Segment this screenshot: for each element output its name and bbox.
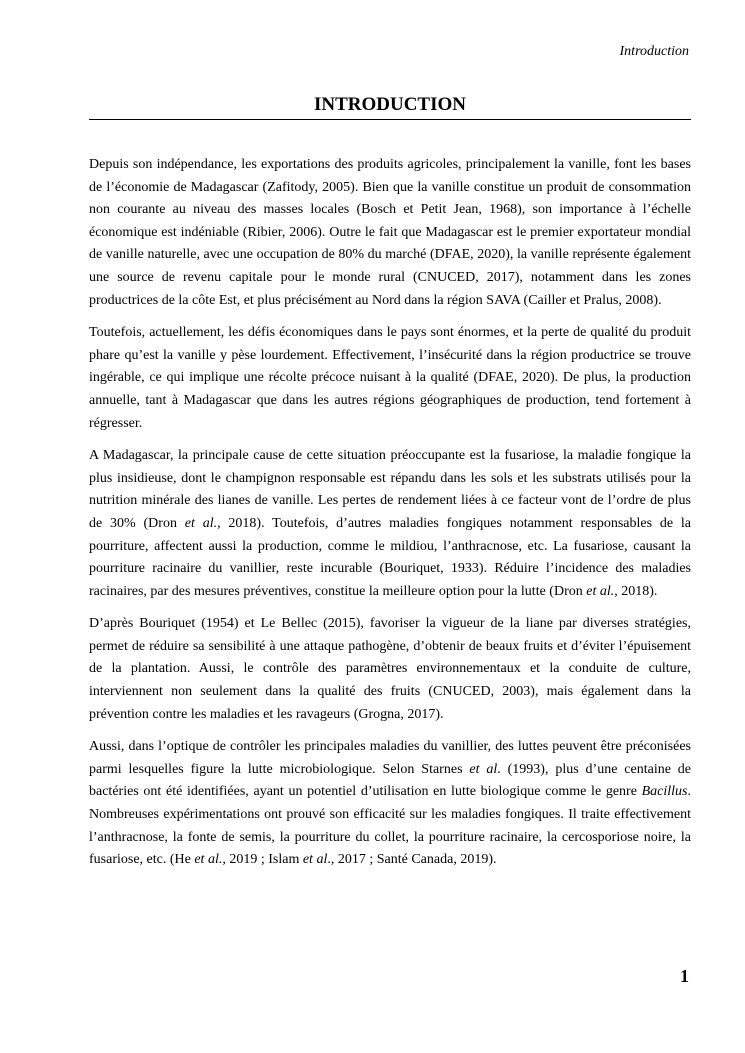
italic-text: et al bbox=[302, 852, 328, 868]
italic-text: et al bbox=[469, 761, 498, 777]
italic-text: et al. bbox=[194, 852, 223, 868]
text-run: , 2019 ; Islam bbox=[222, 852, 303, 868]
paragraph bbox=[89, 736, 691, 872]
text-run: Depuis son indépendance, les exportations des produits agricoles, principalement la vanille, font les bases de l’économie de Madagascar (Zafitody, 2005). Bien que la vanille constitue un produit de consommation non courante au niveau des masses locales (Bosch et Petit Jean, 1968), son importance à l’échelle économique est indéniable (Ribier, 2006). Outre le fait que Madagascar est le premier exportateur mondial de vanille naturelle, avec une occupation de 80% du marché (DFAE, 2020), la vanille représente également une source de revenu capitale pour le monde rural (CNUCED, 2017), notamment dans les zones productrices de la côte Est, et plus précisément au Nord dans la région SAVA (Cailler et Pralus, 2008). bbox=[89, 157, 691, 308]
text-run: A Madagascar, la principale cause de cette situation préoccupante est la fusariose, la maladie fongique la plus insidieuse, dont le champignon responsable est répandu dans les sols et les substrats utilisés pour la nutrition minérale des lianes de vanille. Les pertes de rendement liées à ce facteur vont de l’ordre de plus de 30% (Dron bbox=[89, 448, 691, 531]
paragraph bbox=[89, 322, 691, 435]
text-run: Aussi, dans l’optique de contrôler les principales maladies du vanillier, des luttes peuvent être préconisées parmi lesquelles figure la lutte microbiologique. Selon Starnes bbox=[89, 739, 691, 777]
italic-text: et al. bbox=[184, 515, 218, 531]
text-run: D’après Bouriquet (1954) et Le Bellec (2015), favoriser la vigueur de la liane par diverses stratégies, permet de réduire sa sensibilité à une attaque pathogène, d’obtenir de beaux fruits et d’éviter l’épuisement de la plantation. Aussi, le contrôle des paramètres environnementaux et la conduite de culture, interviennent non seulement dans la qualité des fruits (CNUCED, 2003), mais également dans la prévention contre les maladies et les ravageurs (Grogna, 2017). bbox=[89, 616, 691, 722]
title-underline bbox=[89, 119, 691, 120]
text-run: , 2018). Toutefois, d’autres maladies fongiques notamment responsables de la pourriture, affectent aussi la production, comme le mildiou, l’anthracnose, etc. La fusariose, causant la pourriture racinaire du vanillier, reste incurable (Bouriquet, 1933). Réduire l’incidence des maladies racinaires, par des mesures préventives, constitue la meilleure option pour la lutte (Dron bbox=[89, 515, 691, 599]
text-run: , 2018). bbox=[614, 583, 658, 599]
text-run: . (1993), plus d’une centaine de bactéries ont été identifiées, ayant un potentiel d’utilisation en lutte biologique comme le genre bbox=[89, 761, 692, 800]
running-header: Introduction bbox=[619, 44, 689, 59]
paragraph bbox=[89, 154, 691, 312]
italic-text: Bacillus bbox=[641, 784, 688, 800]
text-run: Toutefois, actuellement, les défis économiques dans le pays sont énormes, et la perte de qualité du produit phare qu’est la vanille y pèse lourdement. Effectivement, l’insécurité dans la région productrice se trouve ingérable, ce qui implique une récolte précoce nuisant à la qualité (DFAE, 2020). De plus, la production annuelle, tant à Madagascar que dans les autres régions géographiques de production, tend fortement à régresser. bbox=[89, 325, 691, 431]
paragraph bbox=[89, 445, 691, 603]
italic-text: et al. bbox=[586, 583, 615, 599]
page-title: INTRODUCTION bbox=[313, 94, 467, 115]
paragraph bbox=[89, 613, 691, 726]
text-run: ., 2017 ; Santé Canada, 2019). bbox=[327, 852, 497, 868]
body-text bbox=[89, 154, 691, 882]
page-number: 1 bbox=[680, 966, 689, 986]
text-run: . Nombreuses expérimentations ont prouvé son efficacité sur les maladies fongiques. Il traite effectivement l’anthracnose, la fonte de semis, la pourriture du collet, la pourriture racinaire, la cercosporiose noire, la fusariose, etc. (He bbox=[89, 784, 691, 868]
